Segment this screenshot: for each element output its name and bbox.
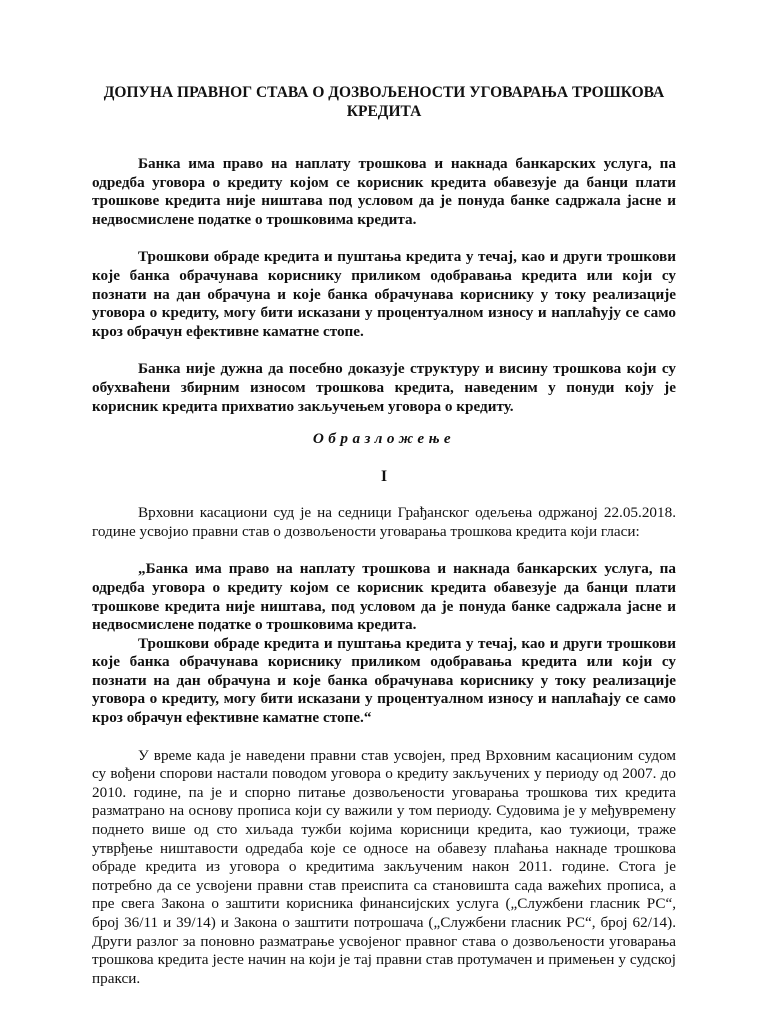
body-paragraph: У време када је наведени правни став усвојен, пред Врховним касационим судом су вођени спорови настали поводом уговора о кредиту закључених у периоду од 2007. до 2010. године, па је и спорно питање дозвољености уговарања трошкова тих кредита разматрано на основу прописа који су важили у том периоду. Судовима је у међувремену поднето више од сто хиљада тужби којима корисници кредита, као тужиоци, траже утврђење ништавости одредаба које се односе на обавезу плаћања накнаде трошкова обраде кредита из уговора о кредитима закљученим након 2011. године. Стога је потребно да се усвојени правни став преиспита са становишта сада важећих прописа, а пре свега Закона о заштити корисника финансијских услуга („Службени гласник РС“, број 36/11 и 39/14) и Закона о заштити потрошача („Службени гласник РС“, број 62/14). Други разлог за поновно разматрање усвојеног правног става о дозвољености уговарања трошкова кредита јесте начин на који је тај правни став протумачен и примењен у судској пракси.	[92, 746, 676, 987]
intro-paragraph: Врховни касациони суд је на седници Грађанског одељења одржаној 22.05.2018. године усвојио правни став о дозвољености уговарања трошкова кредита који гласи:	[92, 504, 676, 540]
document-title: ДОПУНА ПРАВНОГ СТАВА О ДОЗВОЉЕНОСТИ УГОВАРАЊА ТРОШКОВА КРЕДИТА	[103, 84, 665, 120]
quoted-paragraph-2: Трошкови обраде кредита и пуштања кредита у течај, као и други трошкови које банка обрачунава кориснику приликом одобравања кредита или који су познати на дан обрачуна и које банка обрачунава кориснику у току реализације уговора о кредиту, могу бити исказани у процентуалном износу и наплаћају се само кроз обрачун ефективне каматне стопе.“	[92, 634, 676, 727]
section-number: I	[380, 468, 388, 486]
stance-paragraph-2: Трошкови обраде кредита и пуштања кредита у течај, као и други трошкови које банка обрачунава кориснику приликом одобравања кредита или који су познати на дан обрачуна и које банка обрачунава кориснику у току реализације уговора о кредиту, могу бити исказани у процентуалном износу и наплаћују се само кроз обрачун ефективне каматне стопе.	[92, 248, 676, 340]
document-page	[92, 84, 676, 988]
reasoning-heading: Образложење	[312, 430, 456, 448]
quoted-paragraph-1: „Банка има право на наплату трошкова и накнада банкарских услуга, па одредба уговора о кредиту којом се корисник кредита обавезује да банци плати трошкове кредита није ништава, под условом да је понуда банке садржала јасне и недвосмислене податке о трошковима кредита.	[92, 560, 676, 634]
stance-paragraph-1: Банка има право на наплату трошкова и накнада банкарских услуга, па одредба уговора о кредиту којом се корисник кредита обавезује да банци плати трошкове кредита није ништава под условом да је понуда банке садржала јасне и недвосмислене податке о трошковима кредита.	[92, 155, 676, 228]
stance-paragraph-3: Банка није дужна да посебно доказује структуру и висину трошкова који су обухваћени збирним износом трошкова кредита, наведеним у понуди коју је корисник кредита прихватио закључењем уговора о кредиту.	[92, 360, 676, 415]
